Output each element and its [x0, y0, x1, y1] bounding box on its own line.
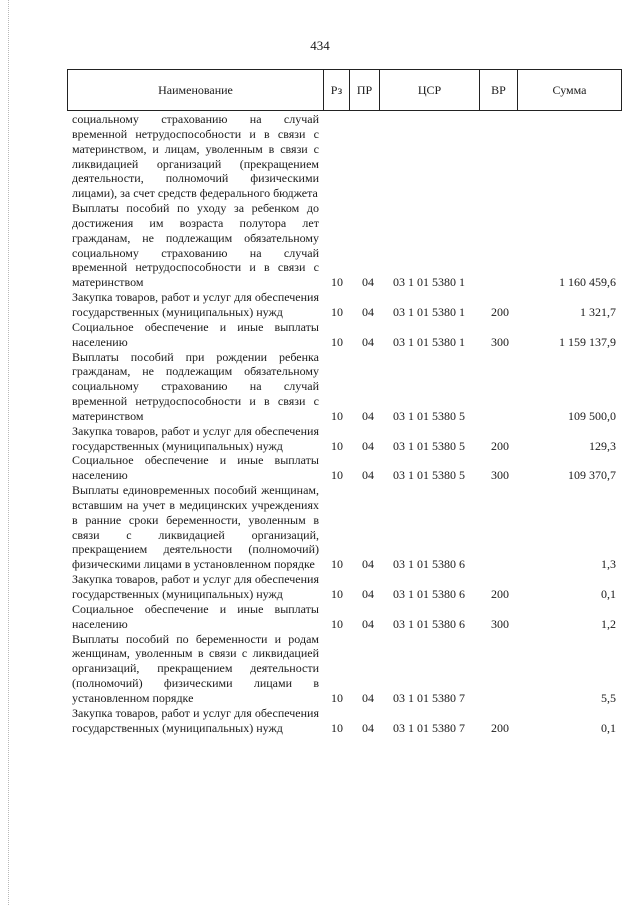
row-name: Закупка товаров, работ и услуг для обеспечения государственных (муниципальных) нужд [72, 705, 319, 735]
page-number: 434 [310, 38, 330, 53]
row-pr: 04 [362, 690, 374, 705]
table-row [0, 572, 640, 602]
row-name: Закупка товаров, работ и услуг для обеспечения государственных (муниципальных) нужд [72, 423, 319, 453]
row-csr: 03 1 01 5380 1 [393, 334, 465, 349]
row-sum: 1 160 459,6 [559, 275, 616, 290]
column-header-sum: Сумма [552, 83, 587, 97]
row-rz: 10 [331, 275, 343, 290]
column-header-csr: ЦСР [380, 70, 480, 110]
row-vr: 300 [491, 616, 509, 631]
table-row [0, 602, 640, 632]
row-pr: 04 [362, 408, 374, 423]
row-rz: 10 [331, 720, 343, 735]
row-pr: 04 [362, 304, 374, 319]
row-csr: 03 1 01 5380 6 [393, 587, 465, 601]
table-row [0, 201, 640, 290]
column-header-name: Наименование [68, 70, 324, 110]
row-pr: 04 [362, 438, 374, 453]
row-rz: 10 [331, 408, 343, 423]
row-pr: 04 [362, 557, 374, 572]
row-rz: 10 [331, 616, 343, 631]
table-row [0, 632, 640, 706]
row-sum: 1,2 [601, 616, 616, 631]
column-header-vr: ВР [480, 70, 518, 110]
row-pr: 04 [362, 334, 374, 349]
row-vr: 300 [491, 334, 509, 349]
row-sum: 1,3 [601, 557, 616, 572]
table-row [0, 320, 640, 350]
row-rz: 10 [331, 468, 343, 483]
row-name: Закупка товаров, работ и услуг для обеспечения государственных (муниципальных) нужд [72, 290, 319, 319]
column-header-rz: Рз [324, 70, 350, 110]
row-rz: 10 [331, 587, 343, 601]
row-pr: 04 [362, 720, 374, 735]
row-name: Закупка товаров, работ и услуг для обеспечения государственных (муниципальных) нужд [72, 572, 319, 601]
row-sum: 5,5 [601, 690, 616, 705]
row-pr: 04 [362, 587, 374, 601]
row-sum: 0,1 [601, 587, 616, 601]
table-row [0, 424, 640, 454]
table-row [0, 453, 640, 483]
row-csr: 03 1 01 5380 6 [393, 557, 465, 572]
row-name: Выплаты единовременных пособий женщинам, вставшим на учет в медицинских учреждениях в ранние сроки беременности, уволенным в связи с ликвидацией организаций, прекращением деятельности (полномочий) физическими лицами в установленном порядке [72, 483, 319, 572]
row-csr: 03 1 01 5380 5 [393, 438, 465, 453]
row-name: Социальное обеспечение и иные выплаты населению [72, 453, 319, 483]
row-sum: 109 500,0 [568, 408, 616, 423]
row-vr: 200 [491, 587, 509, 601]
row-rz: 10 [331, 557, 343, 572]
row-csr: 03 1 01 5380 7 [393, 690, 465, 705]
row-name: Социальное обеспечение и иные выплаты населению [72, 319, 319, 349]
row-sum: 0,1 [601, 720, 616, 735]
row-pr: 04 [362, 468, 374, 483]
row-rz: 10 [331, 304, 343, 319]
row-csr: 03 1 01 5380 5 [393, 408, 465, 423]
row-rz: 10 [331, 334, 343, 349]
budget-table-body [0, 112, 640, 735]
row-name: Выплаты пособий по беременности и родам женщинам, уволенным в связи с ликвидацией организаций, прекращением деятельности (полномочий) физическими лицами в установленном порядке [72, 631, 319, 705]
row-vr: 200 [491, 438, 509, 453]
table-row [0, 483, 640, 572]
row-vr: 200 [491, 304, 509, 319]
table-row [0, 290, 640, 320]
row-name: Выплаты пособий по уходу за ребенком до достижения им возраста полутора лет гражданам, не подлежащим обязательному социальному страхованию на случай временной нетрудоспособности и в связи с материнством [72, 201, 319, 290]
row-csr: 03 1 01 5380 1 [393, 275, 465, 290]
row-sum: 1 321,7 [580, 304, 616, 319]
row-csr: 03 1 01 5380 7 [393, 720, 465, 735]
row-csr: 03 1 01 5380 5 [393, 468, 465, 483]
row-name: Выплаты пособий при рождении ребенка гражданам, не подлежащим обязательному социальному страхованию на случай временной нетрудоспособности и в связи с материнством [72, 349, 319, 423]
table-header [67, 69, 622, 111]
row-pr: 04 [362, 275, 374, 290]
row-sum: 109 370,7 [568, 468, 616, 483]
table-row [0, 112, 640, 201]
table-row [0, 350, 640, 424]
row-vr: 300 [491, 468, 509, 483]
row-rz: 10 [331, 690, 343, 705]
row-name: Социальное обеспечение и иные выплаты населению [72, 601, 319, 631]
row-csr: 03 1 01 5380 1 [393, 304, 465, 319]
row-vr: 200 [491, 720, 509, 735]
row-sum: 1 159 137,9 [559, 334, 616, 349]
row-sum: 129,3 [589, 438, 616, 453]
row-rz: 10 [331, 438, 343, 453]
row-csr: 03 1 01 5380 6 [393, 616, 465, 631]
table-row [0, 706, 640, 736]
row-pr: 04 [362, 616, 374, 631]
column-header-pr: ПР [350, 70, 380, 110]
row-name: социальному страхованию на случай временной нетрудоспособности и в связи с материнством, и лицам, уволенным в связи с ликвидацией организаций (прекращением деятельности, полномочий физическими лицами), за счет средств федерального бюджета [72, 112, 319, 201]
